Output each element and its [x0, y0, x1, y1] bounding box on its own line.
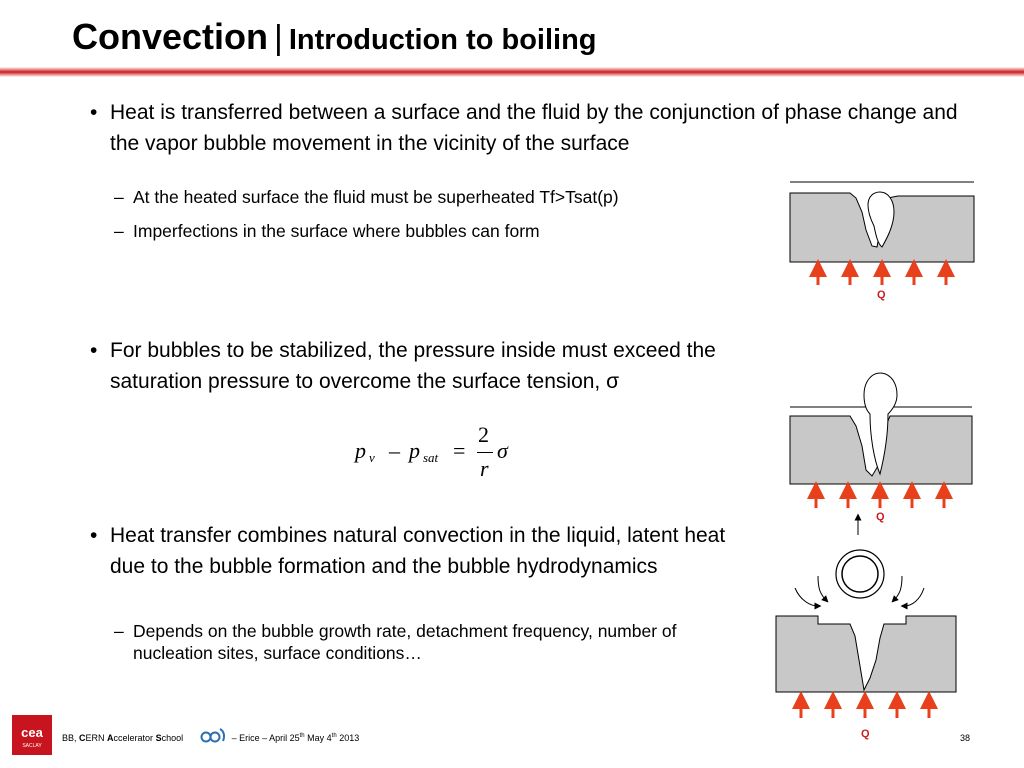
footer-prefix: BB,	[62, 733, 80, 743]
title-sub: Introduction to boiling	[288, 24, 597, 56]
footer-year: 2013	[336, 733, 360, 743]
heat-arrows-1	[818, 268, 946, 285]
heat-arrows-2	[816, 490, 944, 508]
footer-ccelerator: ccelerator	[113, 733, 156, 743]
cea-logo-subtext: SACLAY	[22, 743, 42, 749]
sub-bullet-1-1-text: At the heated surface the fluid must be superheated Tf>Tsat(p)	[133, 187, 619, 207]
heat-label-1: Q	[877, 289, 886, 301]
formula-sigma: σ	[497, 438, 508, 463]
sub-bullet-marker: –	[114, 221, 124, 241]
bullet-2-text: For bubbles to be stabilized, the pressure inside must exceed the saturation pressure to overcome the surface tension, σ	[110, 339, 716, 393]
footer-sup-2: th	[331, 733, 337, 739]
title-main: Convection	[72, 16, 269, 57]
footer-s: S	[155, 733, 162, 743]
formula-numerator: 2	[478, 422, 489, 447]
formula-sub-v: v	[369, 450, 375, 465]
formula-denominator: r	[480, 456, 489, 481]
footer-chool: chool	[161, 733, 184, 743]
formula-sub-sat: sat	[423, 450, 439, 465]
sub-bullet-3-1-text: Depends on the bubble growth rate, detachment frequency, number of nucleation sites, surface conditions…	[133, 621, 677, 663]
sub-bullet-marker: –	[114, 187, 124, 207]
cea-logo-text: cea	[21, 725, 43, 740]
diagram-surface-cavity	[790, 182, 974, 262]
sub-bullet-marker: –	[114, 621, 124, 641]
heat-label-3: Q	[861, 728, 870, 740]
diagram-bubble-growth	[790, 373, 972, 484]
sub-bullet-1-2-text: Imperfections in the surface where bubbles can form	[133, 221, 540, 241]
formula-p: p	[355, 438, 366, 463]
bullet-3-text: Heat transfer combines natural convection in the liquid, latent heat due to the bubble formation and the bubble hydrodynamics	[110, 524, 726, 578]
footer-ern: ERN	[85, 733, 108, 743]
formula-p2: p	[409, 438, 420, 463]
footer-c: C	[79, 733, 86, 743]
accelerator-school-logo	[200, 726, 226, 744]
title-separator: |	[274, 19, 283, 57]
bullet-1-text: Heat is transferred between a surface and the fluid by the conjunction of phase change and the vapor bubble movement in the vicinity of the surface	[110, 101, 958, 155]
bullet-marker: •	[90, 101, 98, 124]
heat-arrows-3	[801, 700, 929, 718]
heat-label-2: Q	[876, 511, 885, 523]
bullet-marker: •	[90, 524, 98, 547]
bullet-marker: •	[90, 339, 98, 362]
page-number: 38	[960, 733, 971, 743]
footer-a: A	[107, 733, 114, 743]
diagram-bubble-detachment	[776, 517, 956, 692]
footer-sup-1: th	[299, 733, 305, 739]
footer-event: – Erice – April 25	[229, 733, 300, 743]
formula-minus: –	[389, 438, 400, 463]
cea-logo	[12, 715, 52, 755]
formula-equals: =	[453, 438, 466, 463]
footer-may: May 4	[304, 733, 332, 743]
